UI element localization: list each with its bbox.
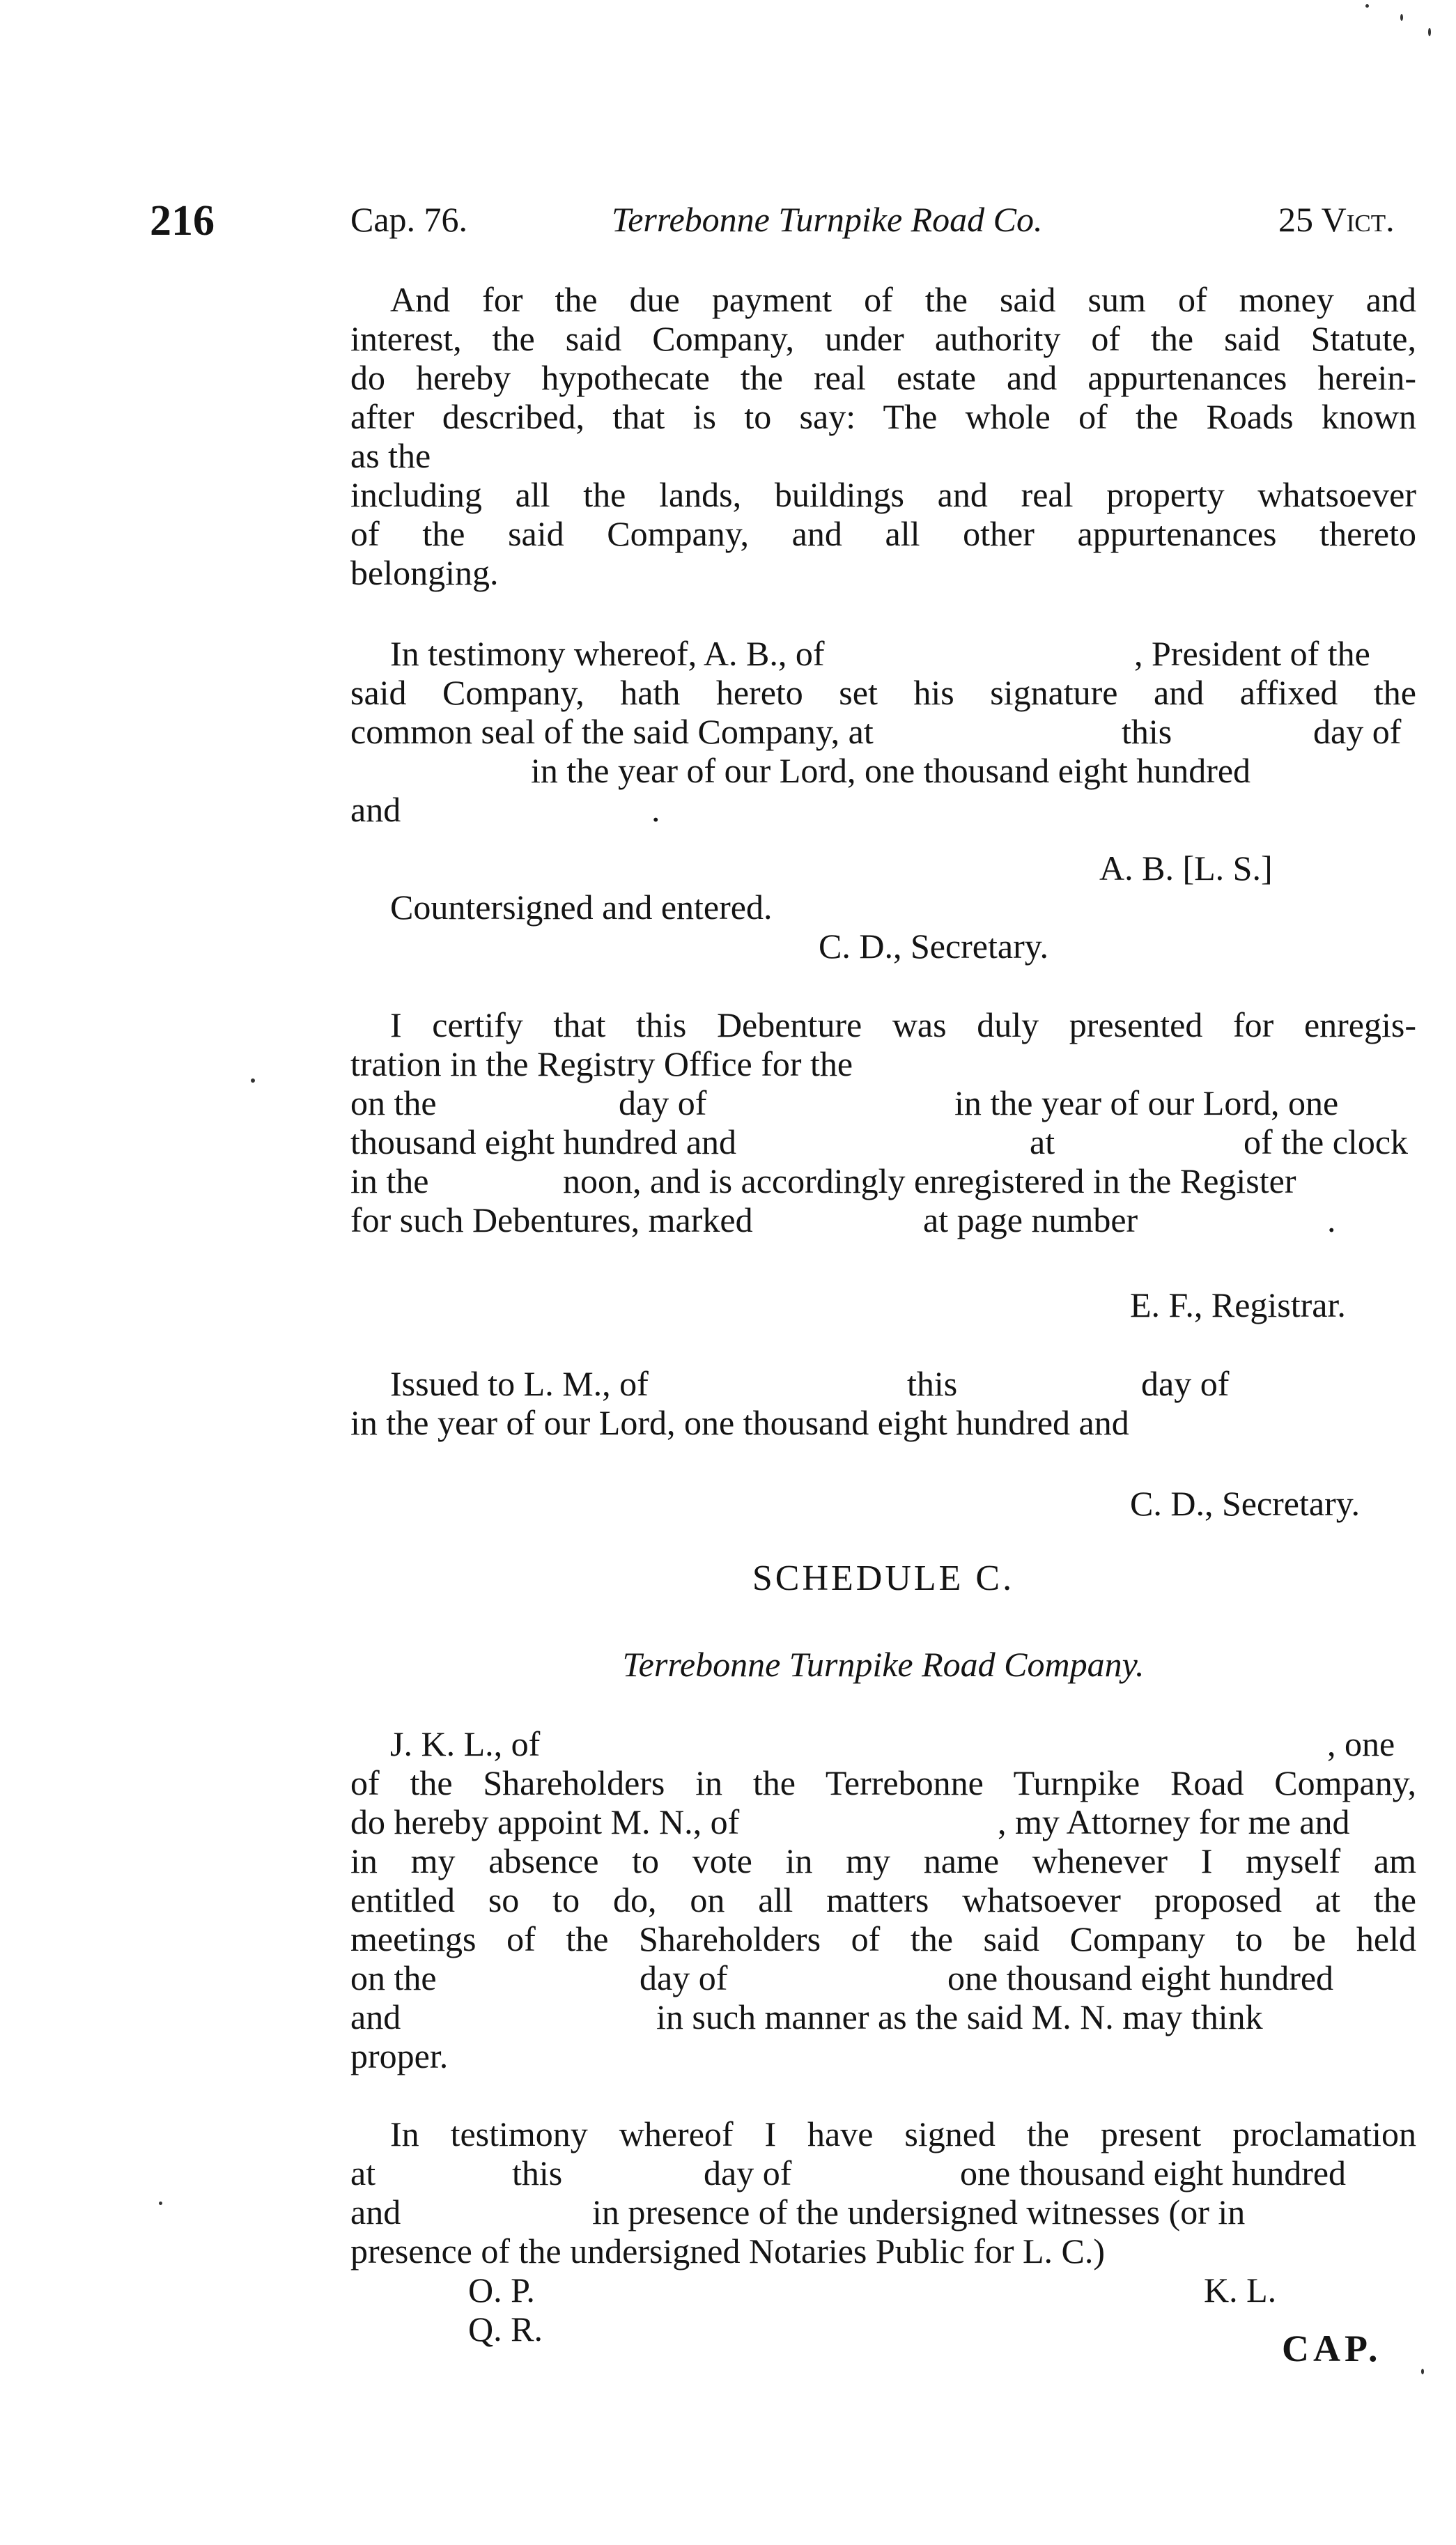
text-fragment: presence of the undersigned Notaries Public for L. C.) (350, 2231, 1106, 2271)
scan-speck (251, 1078, 255, 1083)
text-line: meetings of the Shareholders of the said Company to be held (350, 1919, 1416, 1958)
registrar-signature: E. F., Registrar. (1130, 1285, 1346, 1324)
text-line: belonging. (350, 553, 499, 592)
secretary-signature: C. D., Secretary. (1130, 1484, 1360, 1523)
regnal-year: 25 Vict. (1278, 200, 1395, 239)
text-fragment: of the clock (1244, 1122, 1409, 1161)
text-fragment: on the (350, 1958, 437, 1997)
text-line: And for the due payment of the said sum of money and (390, 280, 1416, 319)
text-line: of the said Company, and all other appurtenances thereto (350, 514, 1416, 553)
text-line: interest, the said Company, under authority of the said Statute, (350, 319, 1416, 358)
text-fragment: and (350, 2192, 401, 2231)
text-line: after described, that is to say: The whole of the Roads known (350, 397, 1416, 436)
text-line: do hereby hypothecate the real estate and appurtenances herein- (350, 358, 1416, 397)
text-fragment: thousand eight hundred and (350, 1122, 737, 1161)
text-line: I certify that this Debenture was duly presented for enregis- (390, 1005, 1416, 1044)
signer-kl: K. L. (1204, 2271, 1277, 2310)
text-fragment: at page number (923, 1200, 1138, 1239)
text-fragment: in the year of our Lord, one thousand eight hundred (531, 751, 1251, 790)
chapter-label: Cap. 76. (350, 200, 468, 239)
text-fragment: in the (350, 1161, 429, 1200)
text-fragment: common seal of the said Company, at (350, 712, 874, 751)
scan-speck (1365, 4, 1369, 8)
text-fragment: , one (1327, 1724, 1395, 1763)
text-fragment: day of (1141, 1364, 1230, 1403)
text-fragment: at (350, 2153, 376, 2192)
text-fragment: this (1122, 712, 1172, 751)
text-fragment: day of (1313, 712, 1402, 751)
text-line: said Company, hath hereto set his signature and affixed the (350, 673, 1416, 712)
running-title: Terrebonne Turnpike Road Co. (612, 200, 1043, 239)
witness-qr: Q. R. (468, 2310, 543, 2349)
text-fragment: Issued to L. M., of (390, 1364, 649, 1403)
countersigned-line: Countersigned and entered. (390, 888, 773, 927)
text-line: In testimony whereof I have signed the present proclamation (390, 2114, 1416, 2153)
text-fragment: day of (704, 2153, 792, 2192)
text-fragment: . (1327, 1200, 1336, 1239)
text-line: of the Shareholders in the Terrebonne Turnpike Road Company, (350, 1763, 1416, 1802)
text-fragment: in such manner as the said M. N. may think (656, 1997, 1263, 2036)
text-fragment: proper. (350, 2036, 449, 2075)
text-fragment: in presence of the undersigned witnesses (or in (592, 2192, 1246, 2231)
scan-speck (159, 2202, 162, 2205)
text-fragment: and (350, 1997, 401, 2036)
text-fragment: do hereby appoint M. N., of (350, 1802, 740, 1841)
scan-speck (1421, 2369, 1424, 2374)
text-line: as the (350, 436, 431, 475)
text-fragment: . (651, 790, 660, 829)
text-fragment: In testimony whereof, A. B., of (390, 634, 825, 673)
catchword: CAP. (1282, 2328, 1382, 2369)
scan-speck (1400, 14, 1403, 21)
signature-ab: A. B. [L. S.] (1099, 849, 1273, 888)
text-fragment: one thousand eight hundred (960, 2153, 1347, 2192)
text-fragment: day of (619, 1083, 707, 1122)
text-fragment: J. K. L., of (390, 1724, 541, 1763)
text-fragment: for such Debentures, marked (350, 1200, 753, 1239)
text-fragment: at (1030, 1122, 1055, 1161)
text-fragment: in the year of our Lord, one thousand eight hundred and (350, 1403, 1129, 1442)
witness-op: O. P. (468, 2271, 535, 2310)
schedule-company-title: Terrebonne Turnpike Road Company. (622, 1645, 1145, 1684)
text-line: including all the lands, buildings and real property whatsoever (350, 475, 1416, 514)
text-fragment: tration in the Registry Office for the (350, 1044, 853, 1083)
page-number: 216 (150, 197, 215, 245)
text-fragment: on the (350, 1083, 437, 1122)
text-fragment: noon, and is accordingly enregistered in the Register (563, 1161, 1296, 1200)
text-fragment: this (907, 1364, 958, 1403)
text-fragment: one thousand eight hundred (947, 1958, 1334, 1997)
text-fragment: in the year of our Lord, one (954, 1083, 1339, 1122)
text-fragment: this (512, 2153, 563, 2192)
text-fragment: and (350, 790, 401, 829)
text-fragment: , my Attorney for me and (998, 1802, 1350, 1841)
schedule-heading: SCHEDULE C. (752, 1558, 1015, 1598)
secretary-signature: C. D., Secretary. (819, 927, 1048, 966)
text-fragment: day of (640, 1958, 728, 1997)
text-line: entitled so to do, on all matters whatsoever proposed at the (350, 1880, 1416, 1919)
text-line: in my absence to vote in my name whenever I myself am (350, 1841, 1416, 1880)
scan-speck (1428, 28, 1431, 36)
text-fragment: , President of the (1134, 634, 1370, 673)
